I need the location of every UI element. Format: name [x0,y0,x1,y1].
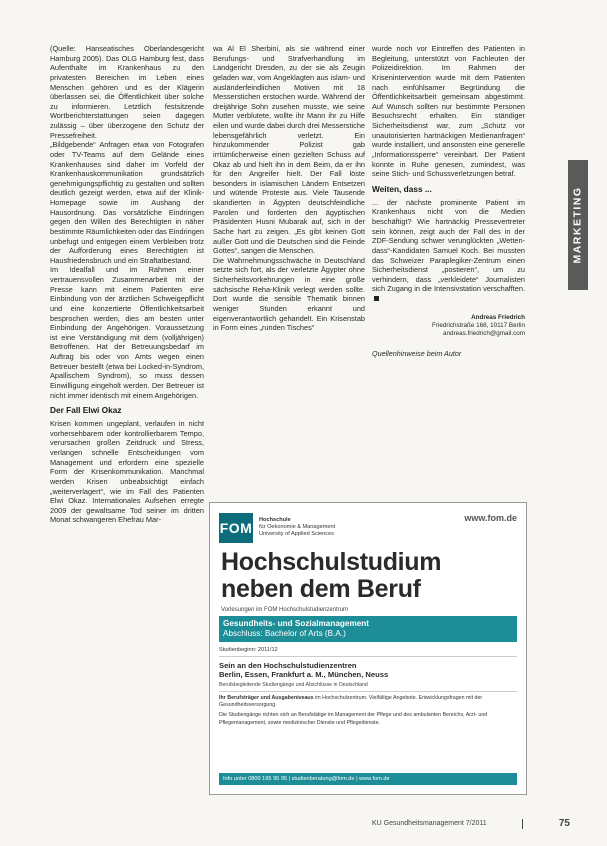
section-heading: Weiten, dass ... [372,183,432,194]
end-mark-icon [374,296,379,301]
article-column-1 [50,44,204,525]
body-paragraph [372,198,525,304]
advertisement [209,502,527,795]
fom-logo: FOM [219,513,253,543]
body-paragraph: wa Al El Sherbini, als sie während einer Berufungs- und Strafverhandlung im Landgericht Dresden, zu der sie als Zeugin geladen war, vom Angeklagten aus islam- und ausländerfeindlichen Motiven mit 18 Messerstichen erstochen wurde. Während der dreijährige Sohn zusehen musste, wie seine Mutter verblutete, wollte ihr Mann ihr zu Hilfe eilen und wurde dabei durch drei Messerstiche lebensgefährlich verletzt. Ein hinzukommender Polizist gab irrtümlicherweise einen gezielten Schuss auf Okaz ab und hielt ihn in dem Beim, da er ihn für den Angreifer hielt. Der Fall löste besonders in islamischen Ländern Entsetzen und wütende Proteste aus. Viele Tausende skandierten in Ägypten deutschfeindliche Parolen und forderten den ägyptischen Präsidenten Husni Mubarak auf, sich in der Sache hart zu zeigen. „Es gibt keinen Gott außer Gott und die Deutschen sind die Feinde Gottes“, sangen die Menschen. [213,44,365,256]
ad-headline-line: neben dem Beruf [221,575,421,603]
page-number: 75 [558,818,570,829]
school-name-line: University of Applied Sciences [259,530,334,537]
body-paragraph: „Bildgebende“ Anfragen etwa von Fotografen oder TV-Teams auf dem Gelände eines Krankenhauses sind daher im Vorfeld der Krankenhauskommunikation grundsätzlich genehmigungspflichtig zu gestalten und sollten deutlich gezeigt werden, etwa auf der Klinik-Homepage sowie im Aushang der Hausordnung. Das vorsätzliche Eindringen gegen den Willen des Berechtigten in näher bestimmte Räumlichkeiten oder das Eindringen unbefugt und entgegen einem Verbleiben trotz der Aufforderung eines Berechtigten ist Hausfriedensbruch und ein Straftatbestand. [50,140,204,265]
program-degree: Abschluss: Bachelor of Arts (B.A.) [223,629,346,638]
body-text: ... der nächste prominente Patient im Krankenhaus nicht von die Medien beschäftigt? Wie hartnäckig Pressevertreter sein können, zeigt auch der Fall des in der ZDF-Sendung schwer verunglückten „Wetten-dass“-Kandidaten Samuel Koch. Bei mussten das Schweizer Paraplegiker-Zentrum einen Sicherheitsdienst „postieren“, um zu verhindern, dass „verkleidete“ Journalisten sich Zugang in die Intensivstation verschafften. [372,197,525,294]
locations-cities: Berlin, Essen, Frankfurt a. M., München, Neuss [219,670,389,679]
ad-feature-bold: Ihr Berufsträger und Ausgabeniveaus [219,695,314,701]
author-email: andreas.friedrich@gmail.com [443,330,525,338]
ad-headline [221,549,517,603]
article-column-2 [213,44,365,333]
body-paragraph: Die Wahrnehmungsschwäche in Deutschland setzte sich fort, als der verletzte Ägypter ohne Sicherheitsvorkehrungen in eine große sächsische Reha-Klinik verlegt werden sollte. Dort wurde die sensible Thematik binnen weniger Stunden erkannt und eigenverantwortlich gehandelt. Ein Krisenstab in Form eines „runden Tisches“ [213,255,365,333]
body-paragraph: Im Idealfall und im Rahmen einer vertrauensvollen Zusammenarbeit mit der Presse kann mit einem Patienten eine Einbindung von der ärztlichen Schweigepflicht und eine konzertierte Öffentlichkeitsarbeit besprochen werden, dies am besten unter Einbindung der Angehörigen. Voraussetzung ist eine Verständigung mit dem (volljährigen) Betroffenen. Hat der Betreuungsbedarf im Auftrag bis oder von Amts wegen einen Betreuer bestellt (etwa bei Locked-in-Syndrom, Apallischem Syndrom), so muss dessen Einwilligung eingeholt werden. Der Betreuer ist nicht immer identisch mit einem Angehörigen. [50,265,204,400]
author-name: Andreas Friedrich [471,313,525,321]
locations-title: Sein an den Hochschulstudienzentren [219,661,357,670]
ad-feature-text: im Hochschulzentrum. Vielfältige Angebote. Entwicklungsfragen mit der Gesundheitsversorgung. [219,695,483,709]
publication-name: KU Gesundheitsmanagement 7/2011 [372,820,487,827]
ad-url: www.fom.de [464,513,517,523]
author-address: Friedrichstraße 168, 10117 Berlin [432,322,525,330]
program-banner [219,616,517,642]
ad-contact-bar: Info unter 0800 195 95 95 | studienberatung@fom.de | www.fom.de [219,773,517,785]
body-paragraph: (Quelle: Hanseatisches Oberlandesgericht Hamburg 2005). Das OLG Hamburg fest, dass Aufenthalte im Krankenhaus zu den privatesten Bereichen im Leben eines Menschen gehören und es der Klägerin überlassen sei, die Öffentlichkeit über solche zu informieren. Letztlich festsitzende Wortberichterstattungen seien dagegen zulässig – über überzogene den Schutz der Pressefreiheit. [50,44,204,140]
ad-intro: Vorlesungen im FOM Hochschulstudienzentrum [221,607,349,613]
footer-separator [522,819,523,829]
ad-header [219,513,517,543]
ad-feature: Die Studiengänge richten sich an Berufstätige im Management der Pflege und des ambulanten Bereichs, Arzt- und Pflegemanagement, sowie medizinischer Dienste und Pflegedienste. [219,712,488,726]
page-footer [372,818,570,829]
sources-note: Quellenhinweise beim Autor [372,348,462,358]
study-start: Studienbeginn: 2011/12 [219,647,517,657]
article-column-3 [372,44,525,358]
section-tab [568,160,588,290]
locations-note: Berufsbegleitende Studiengänge und Abschlüsse in Deutschland [219,682,517,692]
author-block [372,314,525,339]
ad-feature [219,695,517,709]
body-paragraph: wurde noch vor Eintreffen des Patienten in Begleitung, unterstützt von Fachleuten der Polizeidirektion. Im Rahmen der Krisenintervention wurde mit dem Patienten nach einfühlsamer Begründung die Öffentlichkeitsarbeit gemeinsam abgestimmt. Auf Wunsch sollten nur bestimmte Personen Besuchsrecht erhalten. Ein ständiger Sicherheitsdienst war, zum „Schutz vor unautorisierten hartnäckigen Medienanfragen“ wurde installiert, und ansonsten eine generelle „Informationssperre“ vereinbart. Der Patient konnte in Ruhe genesen, zumindest, was seine Stich- und Schussverletzungen betraf. [372,44,525,179]
school-name-line: Hochschule [259,517,291,523]
program-title: Gesundheits- und Sozialmanagement [223,619,370,628]
section-tab-label: MARKETING [572,186,584,264]
body-paragraph: Krisen kommen ungeplant, verlaufen in nicht vorhersehbarem oder kontrollierbarem Tempo, verursachen großen Zeitdruck und Stress, verlangen schnelle Entscheidungen vom Management und erfordern eine spezielle Form der Krisenkommunikation. Manchmal werden Krisen unbeabsichtigt einfach „weiterverlagert“, wie im Fall des Patienten Elwi Okaz. Internationales Aufsehen erregte 2009 der gewaltsame Tod seiner im dritten Monat schwangeren Ehefrau Mar- [50,419,204,525]
ad-headline-line: Hochschulstudium [221,548,442,576]
school-name-line: für Oekonomie & Management [259,523,336,530]
section-heading: Der Fall Elwi Okaz [50,405,122,416]
school-name [259,517,335,537]
ad-body [219,647,517,727]
